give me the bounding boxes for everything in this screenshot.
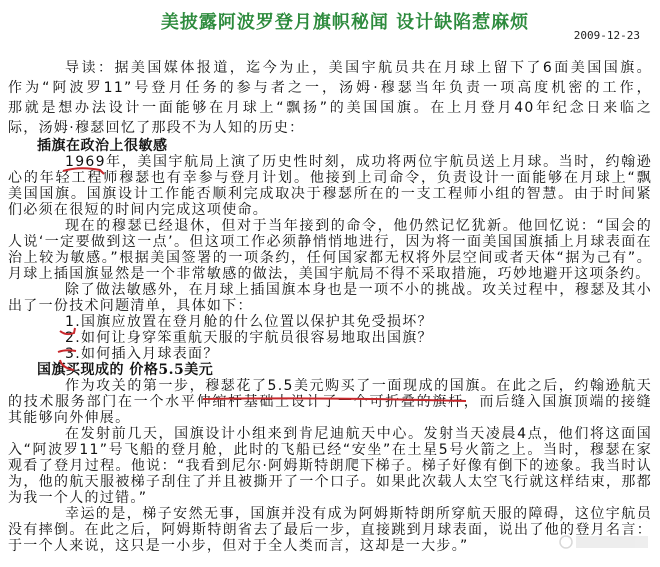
text-line: 治上较为敏感。”根据美国签署的一项条约，任何国家都无权将外层空间或者天体“据为己有”。: [8, 250, 652, 266]
text-line: 在发射前几天，国旗设计小组来到肯尼迪航天中心。发射当天凌晨4点，他们将这面国: [65, 426, 652, 442]
text-line: 除了做法敏感外，在月球上插国旗本身也是一项不小的挑战。攻关过程中，穆瑟及其小: [65, 282, 652, 298]
text-line: 于一个人来说，这只是一小步，但对于全人类而言，这却是一大步。”: [8, 538, 469, 554]
text-line: 际，汤姆·穆瑟回忆了那段不为人知的历史：: [8, 120, 305, 136]
text-line: 幸运的是，梯子安然无事，国旗并没有成为阿姆斯特朗所穿航天服的障碍，这位宇航员: [65, 506, 652, 522]
intro-paragraph: [8, 58, 652, 138]
text-line: 现在的穆瑟已经退休，但对于当年接到的命令，他仍然记忆犹新。他回忆说：“国会的: [65, 218, 652, 234]
text-line: 美国国旗。国旗设计工作能否顺利完成取决于穆瑟所在的一支工程师小组的智慧。由于时间紧: [8, 186, 652, 202]
text-line: 出了一份技术问题清单，具体如下：: [8, 298, 253, 314]
paragraph: [8, 378, 652, 426]
text-line: 的技术服务部门在一个水平伸缩杆基础上设计了一个可折叠的旗杆，而后缝入国旗顶端的接缝: [8, 394, 652, 410]
text-line: 没有摔倒。在此之后，阿姆斯特朗省去了最后一步，直接跳到月球表面，说出了他的登月名言：: [8, 522, 652, 538]
paragraph: [8, 154, 652, 218]
list-item: 1.国旗应放置在登月舱的什么位置以保护其免受损坏？: [65, 314, 433, 330]
list-item: 3.如何插入月球表面？: [65, 346, 219, 362]
text-line: 人说‘一定要做到这一点’。但这项工作必须静悄悄地进行，因为将一面美国国旗插上月球表面在: [8, 234, 652, 250]
paragraph: [8, 282, 652, 314]
text-line: 们必须在很短的时间内完成这项使命。: [8, 202, 269, 218]
text-line: 其能够向外伸展。: [8, 410, 131, 426]
text-line: 国旗买现成的 价格5.5美元: [37, 362, 214, 378]
text-line: 月球上插国旗显然是一个非常敏感的做法，美国宇航局不得不采取措施，巧妙地避开这项条约。: [8, 266, 651, 282]
text-line: 心的年轻工程师穆瑟也有幸参与登月计划。他接到上司命令，负责设计一面能够在月球上“飘: [8, 170, 652, 186]
text-line: 作为“阿波罗11”号登月任务的参与者之一，汤姆·穆瑟当年负责一项高度机密的工作，: [8, 80, 652, 96]
text-line: 插旗在政治上很敏感: [37, 138, 168, 154]
text-line: 那就是想办法设计一面能够在月球上“飘扬”的美国国旗。在上月登月40年纪念日来临之: [8, 100, 652, 116]
text-line: 作为攻关的第一步，穆瑟花了5.5美元购买了一面现成的国旗。在此之后，约翰逊航天: [65, 378, 652, 394]
paragraph: [8, 506, 652, 554]
article-title: 美披露阿波罗登月旗帜秘闻 设计缺陷惹麻烦: [160, 12, 530, 33]
article-body: [8, 58, 652, 554]
section-heading: [8, 362, 652, 378]
text-line: 观看了登月过程。他说：“我看到尼尔·阿姆斯特朗爬下梯子。梯子好像有倒下的迹象。我当时认: [8, 458, 652, 474]
list-item: 2.如何让身穿笨重航天服的宇航员很容易地取出国旗？: [65, 330, 433, 346]
paragraph: [8, 426, 652, 506]
paragraph: [8, 218, 652, 282]
text-line: 为我一个人的过错。”: [8, 490, 148, 506]
text-line: 导读：据美国媒体报道，迄今为止，美国宇航员共在月球上留下了6面美国国旗。: [65, 60, 652, 76]
text-line: 1969年，美国宇航局上演了历史性时刻，成功将两位宇航员送上月球。当时，约翰逊: [65, 154, 652, 170]
text-line: 入“阿波罗11”号飞船的登月舱，此时的飞船已经“安坐”在土星5号火箭之上。当时，穆瑟在家: [8, 442, 652, 458]
publish-date: 2009-12-23: [573, 29, 640, 42]
question-list: [8, 314, 652, 362]
text-line: 为，他的航天服被梯子刮住了并且被撕开了一个口子。如果此次载人太空飞行就这样结束，那都: [8, 474, 652, 490]
section-heading: [8, 138, 652, 154]
